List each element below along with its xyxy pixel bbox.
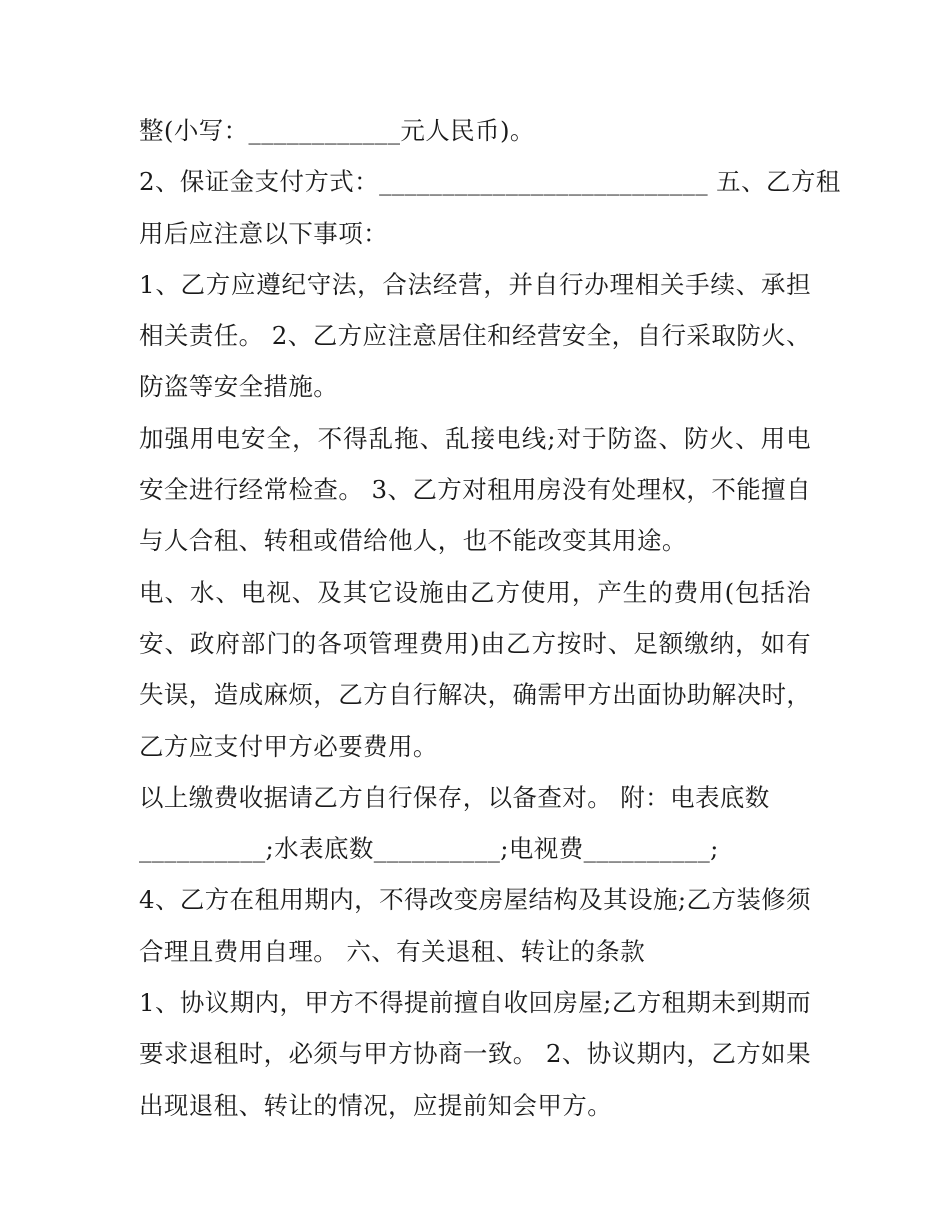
text-line: 与人合租、转租或借给他人，也不能改变其用途。 (139, 526, 687, 556)
text-line: 1、协议期内，甲方不得提前擅自收回房屋;乙方租期未到期而 (139, 988, 812, 1018)
text-line: 整(小写：____________元人民币)。 (139, 116, 535, 145)
text-line: 防盗等安全措施。 (139, 372, 339, 402)
text-line: 电、水、电视、及其它设施由乙方使用，产生的费用(包括治 (139, 577, 811, 607)
text-line: 出现退租、转让的情况，应提前知会甲方。 (139, 1090, 613, 1120)
text-line: 合理且费用自理。 六、有关退租、转让的条款 (139, 936, 646, 966)
text-line: 要求退租时，必须与甲方协商一致。 2、协议期内，乙方如果 (139, 1039, 811, 1069)
text-line: 安全进行经常检查。 3、乙方对租用房没有处理权，不能擅自 (139, 475, 811, 505)
text-line: 乙方应支付甲方必要费用。 (139, 731, 438, 761)
text-line: 以上缴费收据请乙方自行保存，以备查对。 附：电表底数 (139, 782, 770, 812)
text-line: 安、政府部门的各项管理费用)由乙方按时、足额缴纳，如有 (139, 628, 811, 658)
text-line: __________;水表底数__________;电视费__________; (139, 834, 719, 864)
text-line: 1、乙方应遵纪守法，合法经营，并自行办理相关手续、承担 (139, 269, 811, 299)
contract-text-body (139, 105, 841, 1131)
text-line: 相关责任。 2、乙方应注意居住和经营安全，自行采取防火、 (139, 321, 811, 351)
text-line: 4、乙方在租用期内，不得改变房屋结构及其设施;乙方装修须 (139, 885, 812, 915)
text-line: 2、保证金支付方式：__________________________ 五、乙方租 (139, 167, 841, 197)
text-line: 加强用电安全，不得乱拖、乱接电线;对于防盗、防火、用电 (139, 423, 811, 453)
text-line: 失误，造成麻烦，乙方自行解决，确需甲方出面协助解决时， (139, 680, 812, 710)
text-line: 用后应注意以下事项： (139, 218, 388, 248)
